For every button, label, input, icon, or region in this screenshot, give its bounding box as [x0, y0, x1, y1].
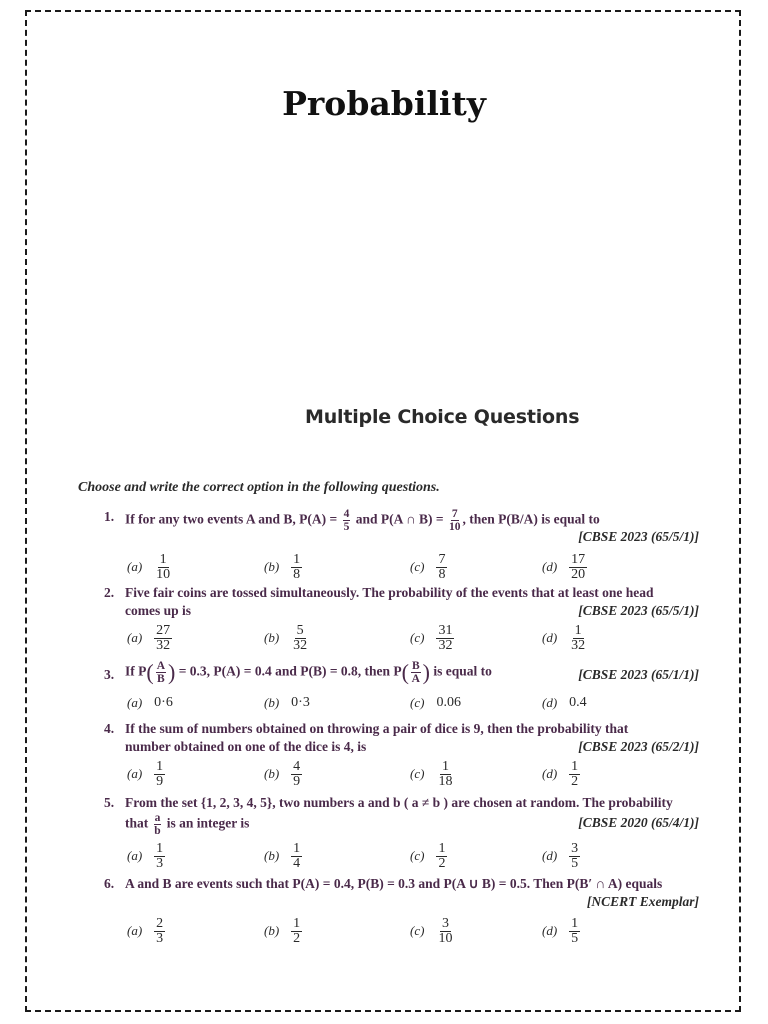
option-c[interactable]: (c) $\frac{31}{32}$ [410, 622, 453, 653]
option-b[interactable]: (b) $\frac{1}{4}$ [264, 840, 301, 871]
options-6 [127, 913, 687, 949]
question-source: [CBSE 2023 (65/1/1)] [578, 667, 699, 682]
option-d[interactable]: (d) $\frac{1}{2}$ [542, 758, 579, 789]
question-source: [NCERT Exemplar] [586, 894, 699, 909]
options-1 [127, 549, 687, 585]
option-a[interactable]: (a) $\frac{1}{9}$ [127, 758, 164, 789]
question-number: 2. [104, 585, 115, 600]
question-text: A and B are events such that P(A) = 0.4, P(B) = 0.3 and P(A ∪ B) = 0.5. Then P(B′ ∩ A) equals [125, 876, 663, 891]
instructions: Choose and write the correct option in the following questions. [78, 480, 440, 495]
question-1 [104, 508, 699, 544]
question-6 [104, 875, 699, 911]
option-b[interactable]: (b) $\frac{1}{2}$ [264, 915, 301, 946]
option-a[interactable]: (a) $\frac{1}{3}$ [127, 840, 164, 871]
question-source: [CBSE 2023 (65/5/1)] [578, 603, 699, 618]
option-d[interactable]: (d) $\frac{1}{32}$ [542, 622, 586, 653]
option-c[interactable]: (c) $\frac{1}{18}$ [410, 758, 453, 789]
option-d[interactable]: (d) 0.4 [542, 695, 587, 710]
question-source: [CBSE 2023 (65/2/1)] [578, 739, 699, 754]
option-b[interactable]: (b) $\frac{4}{9}$ [264, 758, 301, 789]
options-4 [127, 756, 687, 792]
inline-fraction: $\frac{4}{5}$ [343, 508, 350, 533]
question-number: 6. [104, 876, 115, 891]
question-3 [104, 660, 699, 690]
question-text: If for any two events A and B, P(A) = $\frac{4}{5}$ and P(A ∩ B) = $\frac{7}{10}$ , then P(B/A) is equal to [125, 508, 600, 533]
question-text: If P( $\frac{A}{B}$ ) = 0.3, P(A) = 0.4 and P(B) = 0.8, then P( $\frac{B}{A}$ ) is equal to [125, 659, 492, 685]
inline-fraction: $\frac{7}{10}$ [449, 508, 461, 533]
section-title: Multiple Choice Questions [305, 406, 580, 428]
option-c[interactable]: (c) $\frac{7}{8}$ [410, 551, 446, 582]
option-c[interactable]: (c) 0.06 [410, 695, 461, 710]
question-2 [104, 584, 699, 620]
option-b[interactable]: (b) 0·3 [264, 695, 310, 710]
options-5 [127, 838, 687, 874]
option-d[interactable]: (d) $\frac{17}{20}$ [542, 551, 586, 582]
option-d[interactable]: (d) $\frac{1}{5}$ [542, 915, 579, 946]
options-2 [127, 620, 687, 656]
option-d[interactable]: (d) $\frac{3}{5}$ [542, 840, 579, 871]
option-a[interactable]: (a) $\frac{27}{32}$ [127, 622, 171, 653]
question-text: Five fair coins are tossed simultaneously. The probability of the events that at least one head comes up is [125, 585, 654, 618]
inline-fraction: $\frac{B}{A}$ [411, 660, 420, 685]
options-3 [127, 688, 687, 718]
question-number: 1. [104, 509, 115, 524]
question-number: 4. [104, 721, 115, 736]
page-title: Probability [282, 84, 486, 123]
option-a[interactable]: (a) $\frac{1}{10}$ [127, 551, 171, 582]
question-4 [104, 720, 699, 756]
inline-fraction: $\frac{A}{B}$ [156, 660, 166, 685]
option-c[interactable]: (c) $\frac{3}{10}$ [410, 915, 453, 946]
question-number: 5. [104, 795, 115, 810]
question-text: If the sum of numbers obtained on throwing a pair of dice is 9, then the probability that number obtained on one of the dice is 4, is [125, 721, 629, 754]
question-5 [104, 794, 699, 837]
question-source: [CBSE 2023 (65/5/1)] [578, 529, 699, 544]
option-b[interactable]: (b) $\frac{5}{32}$ [264, 622, 308, 653]
question-text: From the set {1, 2, 3, 4, 5}, two numbers a and b ( a ≠ b ) are chosen at random. The probability that $\frac{a}{b}$ is an integer is [125, 795, 673, 837]
option-b[interactable]: (b) $\frac{1}{8}$ [264, 551, 301, 582]
option-a[interactable]: (a) 0·6 [127, 695, 173, 710]
inline-fraction: $\frac{a}{b}$ [154, 812, 161, 837]
question-source: [CBSE 2020 (65/4/1)] [578, 815, 699, 830]
option-c[interactable]: (c) $\frac{1}{2}$ [410, 840, 446, 871]
question-number: 3. [104, 667, 115, 682]
option-a[interactable]: (a) $\frac{2}{3}$ [127, 915, 164, 946]
